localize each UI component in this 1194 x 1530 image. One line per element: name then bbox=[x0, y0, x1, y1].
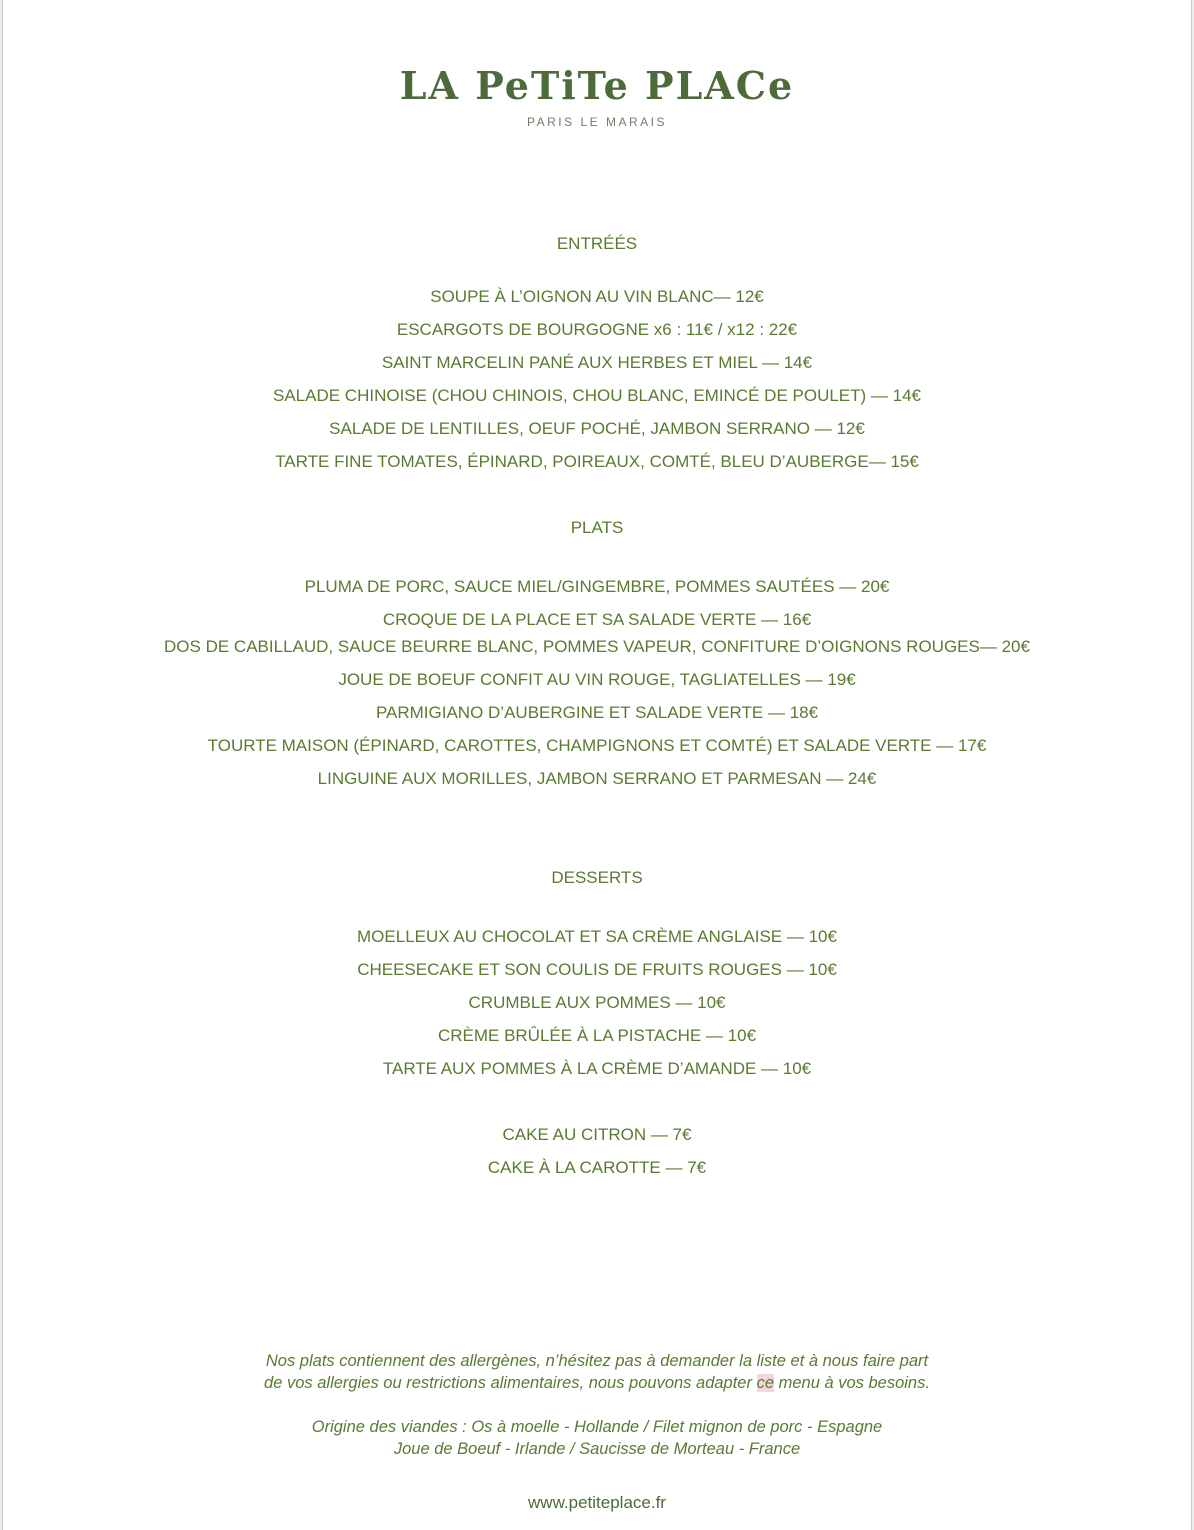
menu-item: TOURTE MAISON (ÉPINARD, CAROTTES, CHAMPIGNONS ET COMTÉ) ET SALADE VERTE — 17€ bbox=[207, 736, 987, 755]
menu-item: PARMIGIANO D’AUBERGINE ET SALADE VERTE — 18€ bbox=[375, 703, 819, 722]
allergen-note-text: menu à vos besoins. bbox=[774, 1374, 930, 1392]
menu-item: CRÈME BRÛLÉE À LA PISTACHE — 10€ bbox=[437, 1026, 757, 1045]
website-link[interactable]: www.petiteplace.fr bbox=[528, 1493, 666, 1512]
menu-item: CAKE AU CITRON — 7€ bbox=[502, 1125, 692, 1144]
restaurant-location: PARIS LE MARAIS bbox=[527, 115, 667, 129]
section-title-desserts: DESSERTS bbox=[551, 868, 643, 887]
menu-item: TARTE FINE TOMATES, ÉPINARD, POIREAUX, COMTÉ, BLEU D’AUBERGE— 15€ bbox=[275, 452, 919, 471]
highlighted-word: ce bbox=[756, 1374, 775, 1392]
allergen-note-text: de vos allergies ou restrictions alimentaires, nous pouvons adapter bbox=[264, 1374, 757, 1392]
menu-item: CROQUE DE LA PLACE ET SA SALADE VERTE — 16€ bbox=[382, 610, 812, 629]
menu-item: SALADE DE LENTILLES, OEUF POCHÉ, JAMBON SERRANO — 12€ bbox=[329, 419, 865, 438]
menu-page bbox=[2, 0, 1192, 1530]
allergen-note-line1: Nos plats contiennent des allergènes, n’hésitez pas à demander la liste et à nous faire part bbox=[265, 1352, 929, 1370]
menu-item: SAINT MARCELIN PANÉ AUX HERBES ET MIEL — 14€ bbox=[381, 353, 813, 372]
menu-item: TARTE AUX POMMES À LA CRÈME D’AMANDE — 10€ bbox=[382, 1059, 812, 1078]
menu-item: SALADE CHINOISE (CHOU CHINOIS, CHOU BLANC, EMINCÉ DE POULET) — 14€ bbox=[272, 386, 921, 405]
section-title-plats: PLATS bbox=[570, 518, 624, 537]
allergen-note-line2 bbox=[3, 1372, 1191, 1394]
menu-item: DOS DE CABILLAUD, SAUCE BEURRE BLANC, POMMES VAPEUR, CONFITURE D’OIGNONS ROUGES— 20€ bbox=[164, 637, 1030, 656]
menu-item: PLUMA DE PORC, SAUCE MIEL/GINGEMBRE, POMMES SAUTÉES — 20€ bbox=[304, 577, 890, 596]
meat-origin-line1: Origine des viandes : Os à moelle - Hollande / Filet mignon de porc - Espagne bbox=[311, 1418, 883, 1436]
menu-item: CAKE À LA CAROTTE — 7€ bbox=[487, 1158, 707, 1177]
restaurant-logo: LA PeTiTe PLACe bbox=[399, 63, 795, 108]
meat-origin-line2: Joue de Boeuf - Irlande / Saucisse de Morteau - France bbox=[393, 1440, 801, 1458]
menu-item: CRUMBLE AUX POMMES — 10€ bbox=[468, 993, 726, 1012]
menu-item: LINGUINE AUX MORILLES, JAMBON SERRANO ET PARMESAN — 24€ bbox=[317, 769, 877, 788]
menu-item: MOELLEUX AU CHOCOLAT ET SA CRÈME ANGLAISE — 10€ bbox=[357, 927, 837, 946]
section-title-entrees: ENTRÉÉS bbox=[556, 234, 638, 253]
menu-item: CHEESECAKE ET SON COULIS DE FRUITS ROUGES — 10€ bbox=[357, 960, 837, 979]
menu-item: ESCARGOTS DE BOURGOGNE x6 : 11€ / x12 : 22€ bbox=[396, 320, 798, 339]
menu-item: SOUPE À L’OIGNON AU VIN BLANC— 12€ bbox=[430, 287, 764, 306]
menu-item: JOUE DE BOEUF CONFIT AU VIN ROUGE, TAGLIATELLES — 19€ bbox=[338, 670, 856, 689]
